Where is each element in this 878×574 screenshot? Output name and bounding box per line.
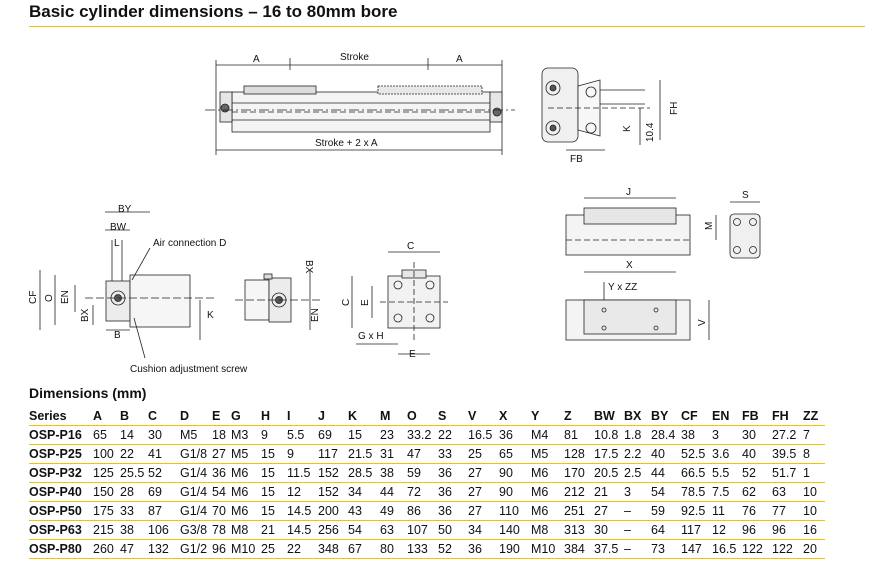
table-cell: 22 <box>120 445 148 464</box>
table-cell: 11 <box>712 502 742 521</box>
table-cell: 27.2 <box>772 426 803 445</box>
table-cell: 106 <box>148 521 180 540</box>
col-header: V <box>468 406 499 426</box>
table-cell: 15 <box>261 502 287 521</box>
table-cell: 10.8 <box>594 426 624 445</box>
table-cell: 25 <box>261 540 287 559</box>
left-end-detail <box>40 212 215 358</box>
dim-label-10-4: 10.4 <box>645 122 656 142</box>
dim-label-l: L <box>114 238 120 249</box>
table-cell: 65 <box>499 445 531 464</box>
table-cell: 9 <box>287 445 318 464</box>
table-cell: 100 <box>93 445 120 464</box>
table-row <box>29 521 825 540</box>
table-cell: M8 <box>531 521 564 540</box>
col-header: I <box>287 406 318 426</box>
table-cell: 36 <box>499 426 531 445</box>
series-cell: OSP-P63 <box>29 521 93 540</box>
table-cell: 77 <box>772 502 803 521</box>
table-cell: 54 <box>348 521 380 540</box>
table-cell: M5 <box>231 445 261 464</box>
table-row <box>29 502 825 521</box>
table-cell: 14 <box>120 426 148 445</box>
table-cell: G1/8 <box>180 445 212 464</box>
table-cell: 47 <box>120 540 148 559</box>
dim-label-stroke: Stroke <box>340 52 369 63</box>
dim-label-g-h: G x H <box>358 331 384 342</box>
table-cell: 90 <box>499 483 531 502</box>
table-cell: 28 <box>120 483 148 502</box>
small-end-view <box>730 202 760 258</box>
table-cell: 44 <box>651 464 681 483</box>
series-cell: OSP-P80 <box>29 540 93 559</box>
table-cell: 3 <box>624 483 651 502</box>
table-cell: 54 <box>651 483 681 502</box>
table-cell: 2.5 <box>624 464 651 483</box>
table-cell: 10 <box>803 502 825 521</box>
table-cell: M6 <box>231 483 261 502</box>
table-cell: G1/4 <box>180 464 212 483</box>
table-cell: 200 <box>318 502 348 521</box>
col-header: M <box>380 406 407 426</box>
dim-label-j: J <box>626 187 631 198</box>
series-cell: OSP-P50 <box>29 502 93 521</box>
table-cell: 125 <box>93 464 120 483</box>
table-cell: G3/8 <box>180 521 212 540</box>
table-cell: 63 <box>380 521 407 540</box>
dim-label-bx-right: BX <box>303 260 314 274</box>
series-cell: OSP-P40 <box>29 483 93 502</box>
dim-label-c-side: C <box>341 298 352 306</box>
col-header: CF <box>681 406 712 426</box>
table-cell: 34 <box>348 483 380 502</box>
table-cell: M6 <box>231 464 261 483</box>
table-cell: M8 <box>231 521 261 540</box>
table-cell: 36 <box>438 502 468 521</box>
dim-label-m: M <box>704 221 715 230</box>
col-header: O <box>407 406 438 426</box>
table-cell: 64 <box>651 521 681 540</box>
table-cell: – <box>624 502 651 521</box>
dim-label-y-zz: Y x ZZ <box>608 282 638 293</box>
table-cell: 27 <box>594 502 624 521</box>
table-cell: 36 <box>212 464 231 483</box>
table-cell: 69 <box>148 483 180 502</box>
table-cell: 3.6 <box>712 445 742 464</box>
table-cell: 31 <box>380 445 407 464</box>
dim-label-e-bottom: E <box>409 349 416 360</box>
table-cell: 384 <box>564 540 594 559</box>
dim-label-cf: CF <box>28 290 39 304</box>
cushion-screw-label: Cushion adjustment screw <box>130 364 248 375</box>
table-cell: 15 <box>261 445 287 464</box>
table-row <box>29 464 825 483</box>
dim-label-bx-left: BX <box>80 308 91 322</box>
table-row <box>29 426 825 445</box>
col-header: X <box>499 406 531 426</box>
table-cell: M3 <box>231 426 261 445</box>
table-cell: – <box>624 521 651 540</box>
series-cell: OSP-P32 <box>29 464 93 483</box>
table-cell: 92.5 <box>681 502 712 521</box>
table-cell: M4 <box>531 426 564 445</box>
dimensions-section-title: Dimensions (mm) <box>29 385 147 401</box>
table-cell: 86 <box>407 502 438 521</box>
table-cell: 28.4 <box>651 426 681 445</box>
table-cell: 260 <box>93 540 120 559</box>
table-cell: 12 <box>712 521 742 540</box>
table-cell: – <box>624 540 651 559</box>
table-cell: 96 <box>772 521 803 540</box>
table-cell: 27 <box>212 445 231 464</box>
table-cell: 38 <box>380 464 407 483</box>
series-cell: OSP-P16 <box>29 426 93 445</box>
table-cell: 90 <box>499 464 531 483</box>
col-header: B <box>120 406 148 426</box>
dim-label-a-right: A <box>456 54 463 65</box>
table-cell: 251 <box>564 502 594 521</box>
table-cell: 54 <box>212 483 231 502</box>
table-cell: 76 <box>742 502 772 521</box>
table-cell: 122 <box>772 540 803 559</box>
table-cell: 1 <box>803 464 825 483</box>
table-cell: 152 <box>318 464 348 483</box>
table-cell: 133 <box>407 540 438 559</box>
col-header: BY <box>651 406 681 426</box>
table-cell: M5 <box>180 426 212 445</box>
table-cell: 59 <box>407 464 438 483</box>
col-header: BX <box>624 406 651 426</box>
table-cell: 15 <box>261 483 287 502</box>
table-cell: 72 <box>407 483 438 502</box>
col-header: K <box>348 406 380 426</box>
table-cell: M6 <box>231 502 261 521</box>
table-cell: 175 <box>93 502 120 521</box>
col-header: Y <box>531 406 564 426</box>
table-cell: 62 <box>742 483 772 502</box>
table-cell: 69 <box>318 426 348 445</box>
table-cell: 170 <box>564 464 594 483</box>
table-cell: 81 <box>564 426 594 445</box>
table-cell: 36 <box>438 464 468 483</box>
table-cell: 348 <box>318 540 348 559</box>
dim-label-c: C <box>407 241 415 252</box>
table-cell: 96 <box>742 521 772 540</box>
table-cell: 33 <box>120 502 148 521</box>
table-cell: 44 <box>380 483 407 502</box>
dim-label-k-side: K <box>207 310 214 321</box>
col-header: BW <box>594 406 624 426</box>
table-cell: 27 <box>468 483 499 502</box>
table-cell: 65 <box>93 426 120 445</box>
table-cell: 147 <box>681 540 712 559</box>
table-cell: 52 <box>438 540 468 559</box>
carriage-bottom-view <box>566 272 709 340</box>
table-cell: 36 <box>438 483 468 502</box>
table-cell: 87 <box>148 502 180 521</box>
table-cell: 38 <box>681 426 712 445</box>
table-cell: G1/4 <box>180 483 212 502</box>
table-row <box>29 445 825 464</box>
dim-label-en-left: EN <box>60 290 71 304</box>
dim-label-b: B <box>114 330 121 341</box>
table-cell: 21 <box>594 483 624 502</box>
col-header: G <box>231 406 261 426</box>
table-cell: 20.5 <box>594 464 624 483</box>
table-cell: M6 <box>531 502 564 521</box>
table-cell: 15 <box>261 464 287 483</box>
table-cell: 3 <box>712 426 742 445</box>
table-cell: M5 <box>531 445 564 464</box>
table-cell: 11.5 <box>287 464 318 483</box>
table-cell: 40 <box>651 445 681 464</box>
table-cell: 21.5 <box>348 445 380 464</box>
table-cell: 52 <box>148 464 180 483</box>
col-header: Series <box>29 406 93 426</box>
table-cell: M6 <box>531 483 564 502</box>
table-cell: 73 <box>651 540 681 559</box>
table-cell: 38 <box>120 521 148 540</box>
table-cell: 33 <box>438 445 468 464</box>
dim-label-by: BY <box>118 204 132 215</box>
table-cell: 21 <box>261 521 287 540</box>
table-cell: 150 <box>93 483 120 502</box>
table-cell: 66.5 <box>681 464 712 483</box>
table-cell: 80 <box>380 540 407 559</box>
col-header: A <box>93 406 120 426</box>
table-cell: 22 <box>438 426 468 445</box>
dimensions-table <box>29 406 825 559</box>
table-cell: 212 <box>564 483 594 502</box>
table-cell: 110 <box>499 502 531 521</box>
table-cell: 27 <box>468 502 499 521</box>
table-cell: 7.5 <box>712 483 742 502</box>
table-cell: 47 <box>407 445 438 464</box>
col-header: FB <box>742 406 772 426</box>
table-cell: 49 <box>380 502 407 521</box>
table-cell: 36 <box>468 540 499 559</box>
table-cell: 30 <box>742 426 772 445</box>
table-cell: 140 <box>499 521 531 540</box>
table-cell: 50 <box>438 521 468 540</box>
table-header-row <box>29 406 825 426</box>
table-cell: 107 <box>407 521 438 540</box>
table-cell: 17.5 <box>594 445 624 464</box>
table-cell: 37.5 <box>594 540 624 559</box>
table-cell: 59 <box>651 502 681 521</box>
table-cell: 215 <box>93 521 120 540</box>
table-cell: G1/4 <box>180 502 212 521</box>
table-cell: 15 <box>348 426 380 445</box>
table-cell: 10 <box>803 483 825 502</box>
table-row <box>29 540 825 559</box>
table-cell: 39.5 <box>772 445 803 464</box>
dim-label-o: O <box>44 294 55 302</box>
table-cell: 7 <box>803 426 825 445</box>
table-cell: 23 <box>380 426 407 445</box>
table-cell: 9 <box>261 426 287 445</box>
table-cell: 122 <box>742 540 772 559</box>
table-cell: 51.7 <box>772 464 803 483</box>
col-header: H <box>261 406 287 426</box>
table-cell: 30 <box>148 426 180 445</box>
dim-label-fh: FH <box>669 101 680 115</box>
table-cell: 52.5 <box>681 445 712 464</box>
col-header: D <box>180 406 212 426</box>
table-cell: 22 <box>287 540 318 559</box>
table-cell: 78.5 <box>681 483 712 502</box>
table-cell: 34 <box>468 521 499 540</box>
dim-label-fb: FB <box>570 154 583 165</box>
table-cell: 8 <box>803 445 825 464</box>
table-cell: 1.8 <box>624 426 651 445</box>
table-cell: 313 <box>564 521 594 540</box>
table-cell: 5.5 <box>287 426 318 445</box>
col-header: J <box>318 406 348 426</box>
table-cell: 63 <box>772 483 803 502</box>
table-cell: 20 <box>803 540 825 559</box>
table-cell: 67 <box>348 540 380 559</box>
table-cell: 16.5 <box>468 426 499 445</box>
table-cell: 28.5 <box>348 464 380 483</box>
col-header: E <box>212 406 231 426</box>
table-cell: G1/2 <box>180 540 212 559</box>
col-header: S <box>438 406 468 426</box>
table-cell: 41 <box>148 445 180 464</box>
right-end-detail <box>235 270 320 330</box>
col-header: EN <box>712 406 742 426</box>
col-header: Z <box>564 406 594 426</box>
table-cell: 117 <box>318 445 348 464</box>
table-cell: 40 <box>742 445 772 464</box>
series-cell: OSP-P25 <box>29 445 93 464</box>
dim-label-s: S <box>742 190 749 201</box>
table-cell: 78 <box>212 521 231 540</box>
table-cell: 256 <box>318 521 348 540</box>
table-cell: 132 <box>148 540 180 559</box>
table-cell: 18 <box>212 426 231 445</box>
col-header: C <box>148 406 180 426</box>
table-cell: M10 <box>531 540 564 559</box>
table-cell: M6 <box>531 464 564 483</box>
table-row <box>29 483 825 502</box>
table-cell: 12 <box>287 483 318 502</box>
table-cell: 27 <box>468 464 499 483</box>
dim-label-v: V <box>697 319 708 326</box>
table-cell: 30 <box>594 521 624 540</box>
dim-label-k-end: K <box>622 125 633 132</box>
table-cell: 96 <box>212 540 231 559</box>
table-cell: 25.5 <box>120 464 148 483</box>
table-cell: 14.5 <box>287 521 318 540</box>
dim-label-a-left: A <box>253 54 260 65</box>
table-cell: 43 <box>348 502 380 521</box>
dim-label-x: X <box>626 260 633 271</box>
end-view <box>542 68 660 150</box>
table-cell: 128 <box>564 445 594 464</box>
air-connection-label: Air connection D <box>153 238 227 249</box>
dim-label-e-side: E <box>360 299 371 306</box>
table-cell: 33.2 <box>407 426 438 445</box>
dim-label-stroke-plus-2a: Stroke + 2 x A <box>315 138 378 149</box>
col-header: ZZ <box>803 406 825 426</box>
page-title: Basic cylinder dimensions – 16 to 80mm bore <box>29 2 398 21</box>
carriage-top-view <box>566 198 716 255</box>
table-cell: 117 <box>681 521 712 540</box>
col-header: FH <box>772 406 803 426</box>
table-cell: 70 <box>212 502 231 521</box>
table-cell: 16 <box>803 521 825 540</box>
table-cell: M10 <box>231 540 261 559</box>
table-cell: 5.5 <box>712 464 742 483</box>
dim-label-bw: BW <box>110 222 127 233</box>
table-cell: 52 <box>742 464 772 483</box>
table-cell: 152 <box>318 483 348 502</box>
table-cell: 190 <box>499 540 531 559</box>
table-cell: 25 <box>468 445 499 464</box>
dim-label-en-right: EN <box>310 308 321 322</box>
table-cell: 2.2 <box>624 445 651 464</box>
table-cell: 16.5 <box>712 540 742 559</box>
table-cell: 14.5 <box>287 502 318 521</box>
